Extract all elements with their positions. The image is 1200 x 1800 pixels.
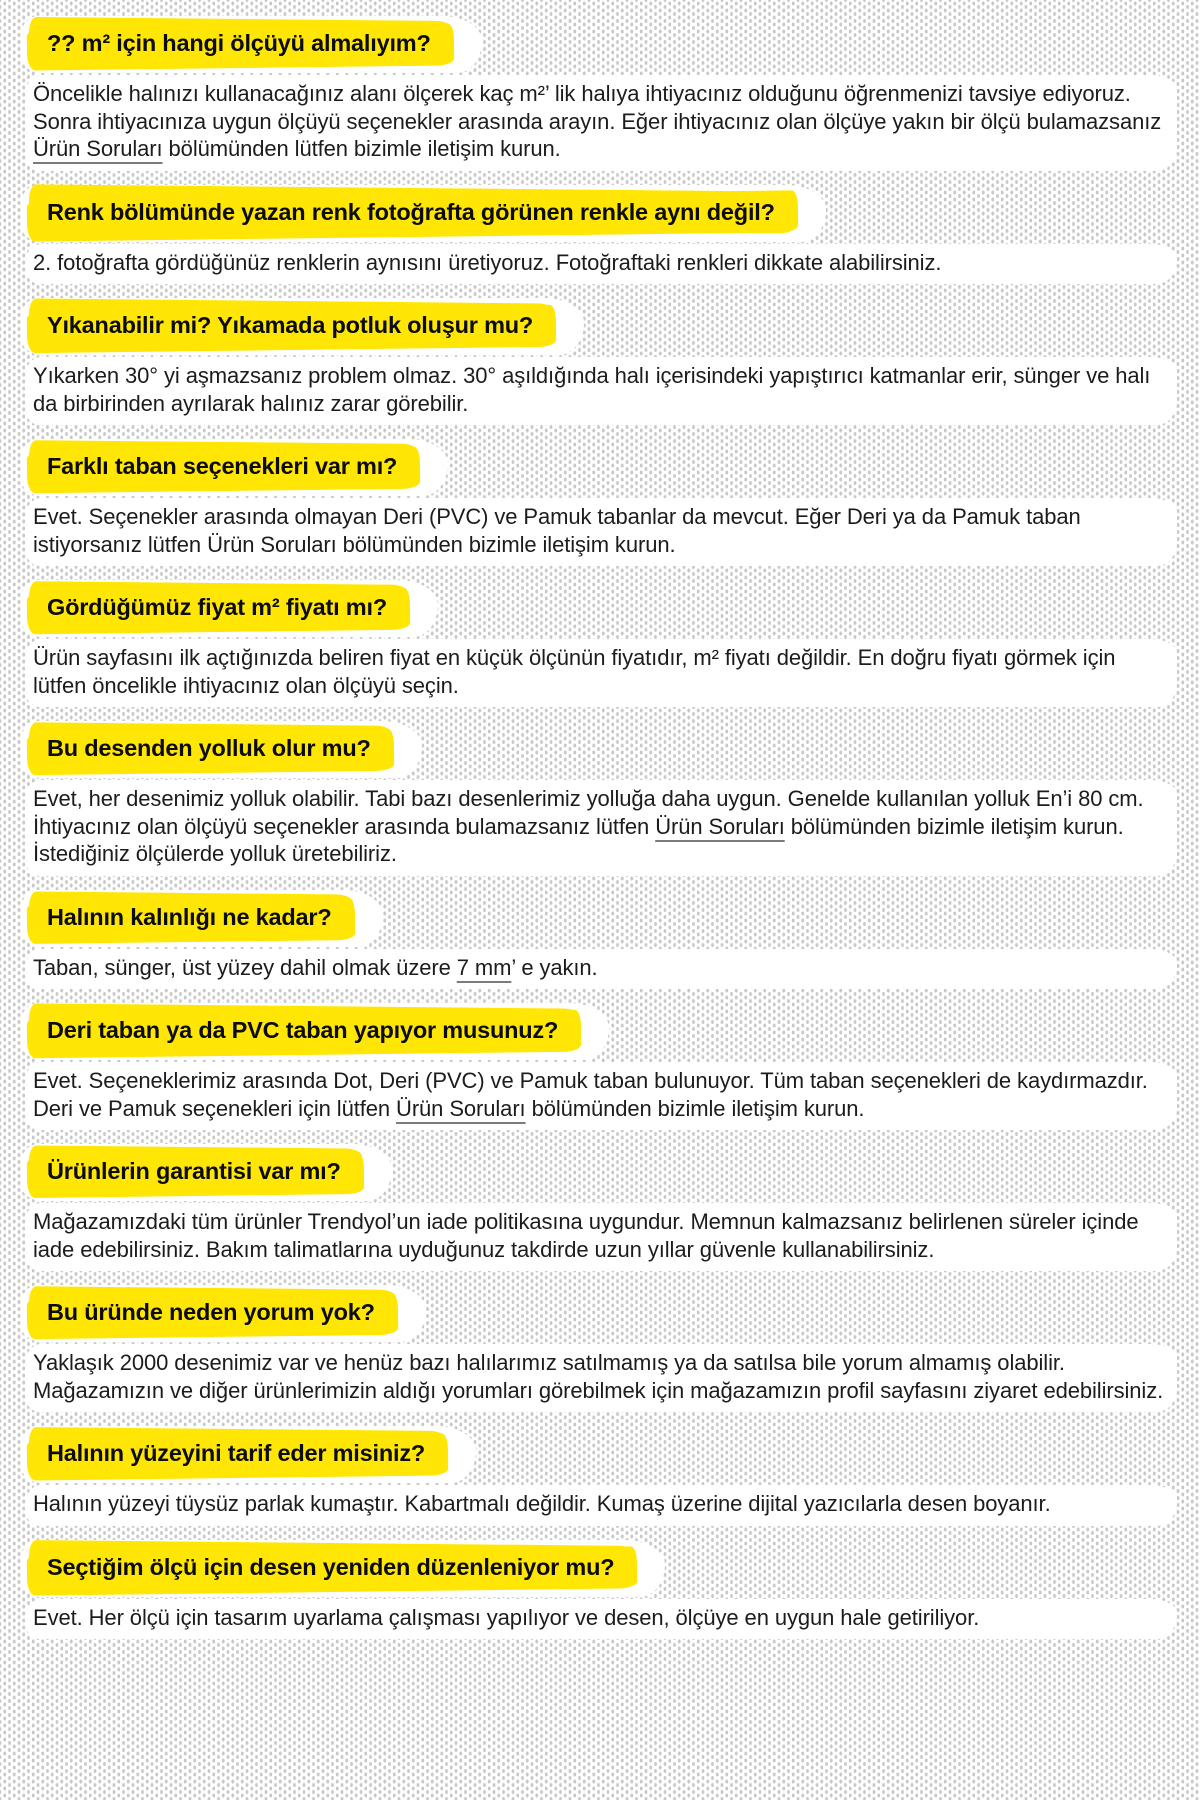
faq-question-block <box>21 721 422 778</box>
answer-text-segment: 2. fotoğrafta gördüğünüz renklerin aynısını üretiyoruz. Fotoğraftaki renkleri dikkate alabilirsiniz. <box>33 249 942 275</box>
faq-answer-block <box>25 1485 1177 1526</box>
faq-answer-block <box>25 780 1177 876</box>
answer-text-segment: Öncelikle halınızı kullanacağınız alanı ölçerek kaç m²’ lik halıya ihtiyacınız olduğunu öğrenmenizi tavsiye ediyoruz. Sonra ihtiyacınıza uygun ölçüyü seçenekler arasında arayın. Eğer ihtiyacınız olan ölçüye yakın bir ölçü bulamazsanız <box>33 81 1162 134</box>
answer-text-segment: bölümünden lütfen bizimle iletişim kurun. <box>162 136 561 161</box>
question-highlight: Halının kalınlığı ne kadar? <box>33 897 347 938</box>
answer-underlined-text: Ürün Soruları <box>655 813 785 839</box>
answer-underlined-text: 7 mm <box>456 954 512 980</box>
answer-paragraph <box>33 249 1165 277</box>
question-highlight: Renk bölümünde yazan renk fotoğrafta görünen renkle aynı değil? <box>33 192 790 233</box>
question-heading <box>33 897 347 938</box>
faq-answer-block <box>25 1344 1177 1412</box>
faq-answer-block <box>25 1203 1177 1271</box>
faq-item <box>33 439 1167 566</box>
faq-item <box>33 890 1167 990</box>
faq-question-block <box>21 1003 609 1060</box>
answer-text-segment: Evet, her desenimiz yolluk olabilir. Tabi bazı desenlerimiz yolluğa daha uygun. Genelde kullanılan yolluk En’i 80 cm. İhtiyacınız olan ölçüyü seçenekler arasında bulamazsanız lütfen <box>33 786 1144 839</box>
answer-paragraph <box>33 785 1165 868</box>
faq-question-block <box>21 1540 665 1597</box>
faq-item <box>33 1426 1167 1526</box>
answer-paragraph <box>33 954 1165 982</box>
faq-question-block <box>21 298 584 355</box>
faq-answer-block <box>25 1599 1177 1640</box>
answer-paragraph <box>33 1067 1165 1122</box>
faq-answer-block <box>25 357 1177 425</box>
faq-item <box>33 16 1167 171</box>
faq-item <box>33 721 1167 876</box>
question-highlight: Yıkanabilir mi? Yıkamada potluk oluşur mu? <box>33 305 548 346</box>
question-highlight: Bu desenden yolluk olur mu? <box>33 728 386 769</box>
answer-paragraph <box>33 1490 1165 1518</box>
answer-text-segment: Ürün sayfasını ilk açtığınızda beliren fiyat en küçük ölçünün fiyatıdır, m² fiyatı değildir. En doğru fiyatı görmek için lütfen öncelikle ihtiyacınız olan ölçüyü seçin. <box>33 645 1116 698</box>
question-heading <box>33 1433 440 1474</box>
faq-question-block <box>21 16 482 73</box>
question-highlight: Halının yüzeyini tarif eder misiniz? <box>33 1433 440 1474</box>
question-heading <box>33 1151 356 1192</box>
answer-text-segment: ’ e yakın. <box>511 954 598 980</box>
question-highlight: Bu üründe neden yorum yok? <box>33 1292 390 1333</box>
answer-text-segment: bölümünden bizimle iletişim kurun. <box>525 1095 865 1121</box>
answer-text-segment: Evet. Her ölçü için tasarım uyarlama çalışması yapılıyor ve desen, ölçüye en uygun hale getiriliyor. <box>33 1604 980 1630</box>
faq-item <box>33 185 1167 285</box>
answer-text-segment: bölümünden bizimle iletişim kurun. İstediğiniz ölçülerde yolluk üretebiliriz. <box>33 813 1124 866</box>
faq-question-block <box>21 185 826 242</box>
question-highlight: ?? m² için hangi ölçüyü almalıyım? <box>33 23 446 64</box>
faq-item <box>33 1003 1167 1130</box>
faq-answer-block <box>25 1062 1177 1130</box>
answer-text-segment: Evet. Seçeneklerimiz arasında Dot, Deri (PVC) ve Pamuk taban bulunuyor. Tüm taban seçenekleri de kaydırmazdır. Deri ve Pamuk seçenekleri için lütfen <box>33 1068 1148 1121</box>
question-highlight: Ürünlerin garantisi var mı? <box>33 1151 356 1192</box>
question-heading <box>33 1010 573 1051</box>
faq-question-block <box>21 1285 426 1342</box>
faq-item <box>33 580 1167 707</box>
faq-answer-block <box>25 639 1177 707</box>
answer-text-segment: Evet. Seçenekler arasında olmayan Deri (PVC) ve Pamuk tabanlar da mevcut. Eğer Deri ya da Pamuk taban istiyorsanız lütfen Ürün Soruları bölümünden bizimle iletişim kurun. <box>33 504 1081 557</box>
faq-answer-block <box>25 75 1177 171</box>
faq-question-block <box>21 1426 476 1483</box>
faq-item <box>33 1144 1167 1271</box>
answer-paragraph <box>33 644 1165 699</box>
question-heading <box>33 305 548 346</box>
question-highlight: Farklı taban seçenekleri var mı? <box>33 446 412 487</box>
question-heading <box>33 1292 390 1333</box>
question-heading <box>33 192 790 233</box>
faq-answer-block <box>25 244 1177 285</box>
question-heading <box>33 1547 629 1588</box>
answer-paragraph <box>33 1349 1165 1404</box>
question-heading <box>33 446 412 487</box>
question-heading <box>33 587 402 628</box>
answer-underlined-text: Ürün Soruları <box>33 136 163 161</box>
question-highlight: Gördüğümüz fiyat m² fiyatı mı? <box>33 587 402 628</box>
answer-paragraph <box>33 1604 1165 1632</box>
answer-text-segment: Mağazamızdaki tüm ürünler Trendyol’un iade politikasına uygundur. Memnun kalmazsanız belirlenen süreler içinde iade edebilirsiniz. Bakım talimatlarına uyduğunuz takdirde uzun yıllar güvenle kullanabilirsiniz. <box>33 1209 1139 1262</box>
answer-paragraph <box>33 80 1165 163</box>
faq-answer-block <box>25 949 1177 990</box>
answer-text-segment: Halının yüzeyi tüysüz parlak kumaştır. Kabartmalı değildir. Kumaş üzerine dijital yazıcılarla desen boyanır. <box>33 1491 1051 1516</box>
faq-answer-block <box>25 498 1177 566</box>
faq-question-block <box>21 1144 392 1201</box>
question-highlight: Deri taban ya da PVC taban yapıyor musunuz? <box>33 1010 573 1051</box>
answer-paragraph <box>33 362 1165 417</box>
faq-item <box>33 1540 1167 1640</box>
answer-paragraph <box>33 503 1165 558</box>
answer-text-segment: Yıkarken 30° yi aşmazsanız problem olmaz. 30° aşıldığında halı içerisindeki yapıştırıcı katmanlar erir, sünger ve halı da birbirinden ayrılarak halınız zarar görebilir. <box>33 363 1151 416</box>
question-heading <box>33 23 446 64</box>
question-heading <box>33 728 386 769</box>
answer-paragraph <box>33 1208 1165 1263</box>
answer-text-segment: Taban, sünger, üst yüzey dahil olmak üzere <box>33 954 457 980</box>
faq-item <box>33 1285 1167 1412</box>
answer-text-segment: Yaklaşık 2000 desenimiz var ve henüz bazı halılarımız satılmamış ya da satılsa bile yorum almamış olabilir. Mağazamızın ve diğer ürünlerimizin aldığı yorumları görebilmek için mağazamızın profil sayfasını ziyaret edebilirsiniz. <box>33 1350 1164 1403</box>
answer-underlined-text: Ürün Soruları <box>396 1095 526 1121</box>
faq-item <box>33 298 1167 425</box>
faq-question-block <box>21 439 448 496</box>
question-highlight: Seçtiğim ölçü için desen yeniden düzenleniyor mu? <box>33 1547 629 1588</box>
faq-question-block <box>21 890 383 947</box>
faq-question-block <box>21 580 438 637</box>
